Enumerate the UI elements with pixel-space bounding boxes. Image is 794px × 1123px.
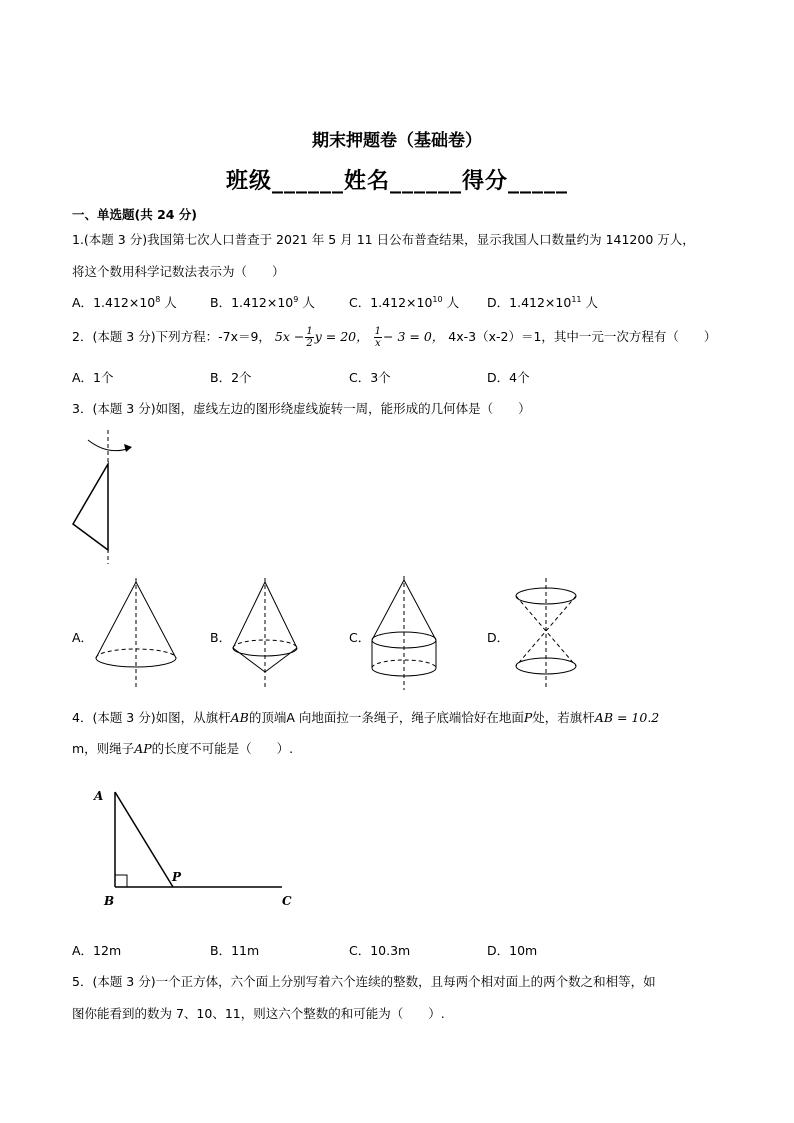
q3-option-c-cone-cylinder xyxy=(366,574,446,692)
question-1-line-2: 将这个数用科学记数法表示为（ ） xyxy=(72,264,285,279)
q3-option-d-hourglass xyxy=(508,576,588,692)
q2-option-d: D．4个 xyxy=(487,370,530,385)
q3-option-a-label: A． xyxy=(72,630,94,645)
q4-option-b: B．11m xyxy=(210,943,260,958)
q1-option-b: B．$1.412\times 10^9$ 人 xyxy=(210,294,315,310)
q2-option-b: B．2个 xyxy=(210,370,252,385)
q3-option-d-label: D． xyxy=(487,630,510,645)
q1-option-d: D．$1.412\times 10^{11}$ 人 xyxy=(487,294,598,310)
page-title: 期末押题卷（基础卷） xyxy=(312,131,482,151)
question-5-line-1: 5．(本题 3 分)一个正方体，六个面上分别写着六个连续的整数，且每两个相对面上的两个数之和相等，如 xyxy=(72,974,656,989)
q3-option-c-label: C． xyxy=(349,630,371,645)
q3-option-b-double-cone xyxy=(228,576,304,692)
label-B: B xyxy=(104,894,115,908)
question-4-line-2: m，则绳子AP的长度不可能是（ ）. xyxy=(72,741,294,756)
q2-option-c: C．3个 xyxy=(349,370,391,385)
student-info-line: 班级______姓名______得分_____ xyxy=(225,169,568,194)
q3-option-a-cone xyxy=(90,576,186,692)
q2-option-a: A．1个 xyxy=(72,370,114,385)
question-3-line: 3．(本题 3 分)如图，虚线左边的图形绕虚线旋转一周，能形成的几何体是（ ） xyxy=(72,401,531,416)
q1-option-a: A．$1.412\times 10^8$ 人 xyxy=(72,294,177,310)
label-A: A xyxy=(94,789,104,803)
label-P: P xyxy=(172,870,182,884)
q4-option-a: A．12m xyxy=(72,943,122,958)
question-4-line-1: 4．(本题 3 分)如图，从旗杆AB的顶端A 向地面拉一条绳子，绳子底端恰好在地面P处，若旗杆AB = 10.2 xyxy=(72,710,660,725)
q4-flagpole-figure xyxy=(90,784,300,908)
question-2-line: 2．(本题 3 分)下列方程：-7x＝9， 5x − $\frac{1}{2}$ y = 20， $\frac{1}{x}$ − 3 = 0， 4x-3（x-2）＝1，其中一元一次方程有（ ） xyxy=(72,326,717,349)
q3-rotation-figure xyxy=(60,428,150,568)
section-heading: 一、单选题(共 24 分) xyxy=(72,207,198,222)
q4-option-c: C．10.3m xyxy=(349,943,411,958)
question-5-line-2: 图你能看到的数为 7、10、11，则这六个整数的和可能为（ ）. xyxy=(72,1006,445,1021)
q4-option-d: D．10m xyxy=(487,943,538,958)
question-1-line-1: 1.(本题 3 分)我国第七次人口普查于 2021 年 5 月 11 日公布普查结果，显示我国人口数量约为 141200 万人， xyxy=(72,232,695,247)
q3-option-b-label: B． xyxy=(210,630,232,645)
q1-option-c: C．$1.412\times 10^{10}$ 人 xyxy=(349,294,460,310)
label-C: C xyxy=(282,894,292,908)
